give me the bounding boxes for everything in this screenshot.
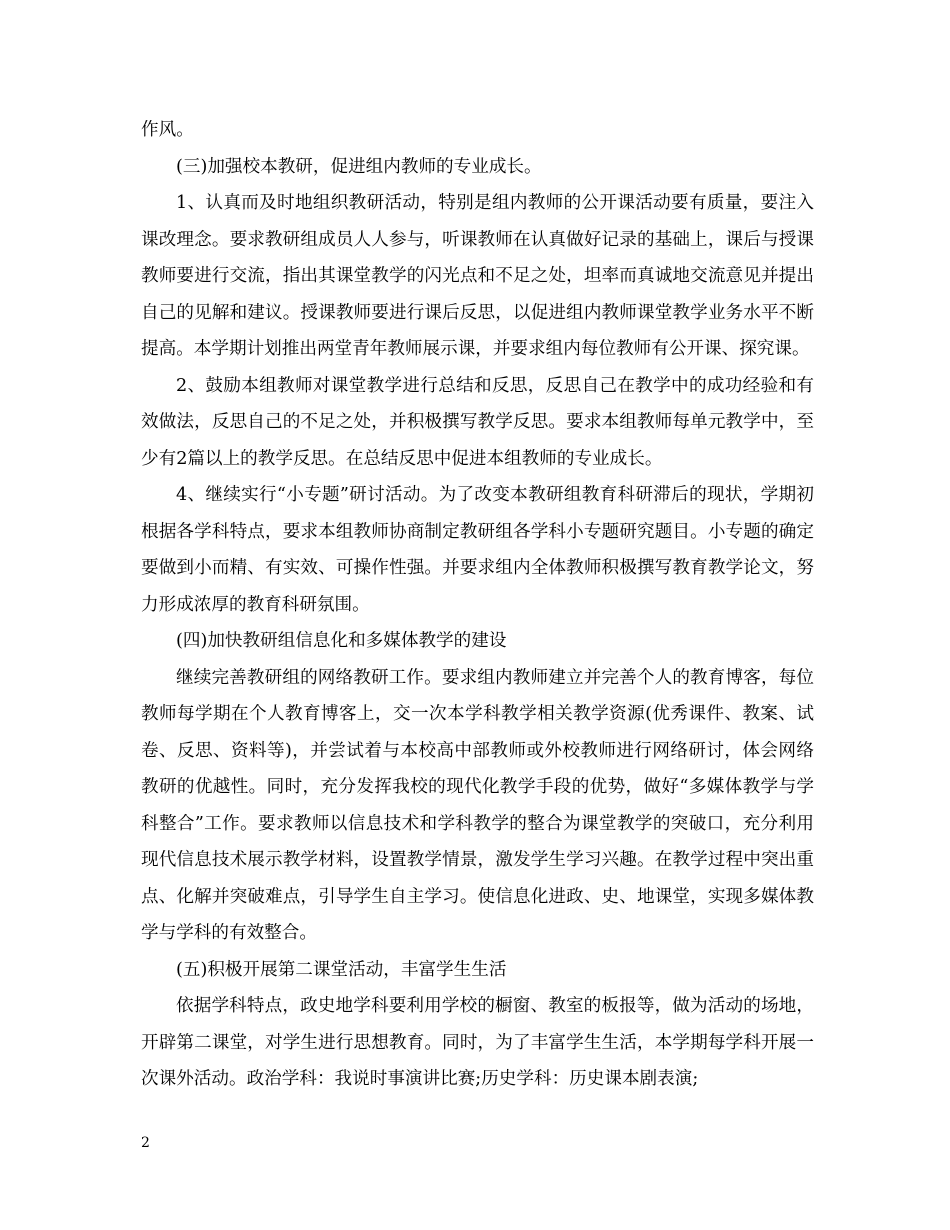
section-heading-five: (五)积极开展第二课堂活动，丰富学生生活 [176, 959, 507, 980]
paragraph-item-1: 1、认真而及时地组织教研活动，特别是组内教师的公开课活动要有质量，要注入课改理念。要求教研组成员人人参与，听课教师在认真做好记录的基础上，课后与授课教师要进行交流，指出其课堂教学的闪光点和不足之处，坦率而真诚地交流意见并提出自己的见解和建议。授课教师要进行课后反思，以促进组内教师课堂教学业务水平不断提高。本学期计划推出两堂青年教师展示课，并要求组内每位教师有公开课、探究课。 [141, 193, 814, 359]
section-heading-four: (四)加快教研组信息化和多媒体教学的建设 [176, 631, 507, 651]
page-number: 2 [141, 1135, 150, 1151]
paragraph-network-research: 继续完善教研组的网络教研工作。要求组内教师建立并完善个人的教育博客，每位教师每学期在个人教育博客上，交一次本学科教学相关教学资源(优秀课件、教案、试卷、反思、资料等)，并尝试着与本校高中部教师或外校教师进行网络研讨，体会网络教研的优越性。同时，充分发挥我校的现代化教学手段的优势，做好“多媒体教学与学科整合”工作。要求教师以信息技术和学科教学的整合为课堂教学的突破口，充分利用现代信息技术展示教学材料，设置教学情景，激发学生学习兴趣。在教学过程中突出重点、化解并突破难点，引导学生自主学习。使信息化进政、史、地课堂，实现多媒体教学与学科的有效整合。 [141, 667, 814, 943]
paragraph-item-2: 2、鼓励本组教师对课堂教学进行总结和反思，反思自己在教学中的成功经验和有效做法，反思自己的不足之处，并积极撰写教学反思。要求本组教师每单元教学中，至少有2篇以上的教学反思。在总结反思中促进本组教师的专业成长。 [141, 375, 814, 469]
section-heading-three: (三)加强校本教研，促进组内教师的专业成长。 [176, 156, 542, 177]
document-body [141, 112, 814, 1098]
paragraph-second-classroom: 依据学科特点，政史地学科要利用学校的橱窗、教室的板报等，做为活动的场地，开辟第二课堂，对学生进行思想教育。同时，为了丰富学生生活，本学期每学科开展一次课外活动。政治学科：我说时事演讲比赛;历史学科：历史课本剧表演; [141, 996, 814, 1089]
paragraph-continuation: 作风。 [141, 120, 194, 140]
paragraph-item-4: 4、继续实行“小专题”研讨活动。为了改变本教研组教育科研滞后的现状，学期初根据各学科特点，要求本组教师协商制定教研组各学科小专题研究题目。小专题的确定要做到小而精、有实效、可操作性强。并要求组内全体教师积极撰写教育教学论文，努力形成浓厚的教育科研氛围。 [141, 485, 814, 615]
